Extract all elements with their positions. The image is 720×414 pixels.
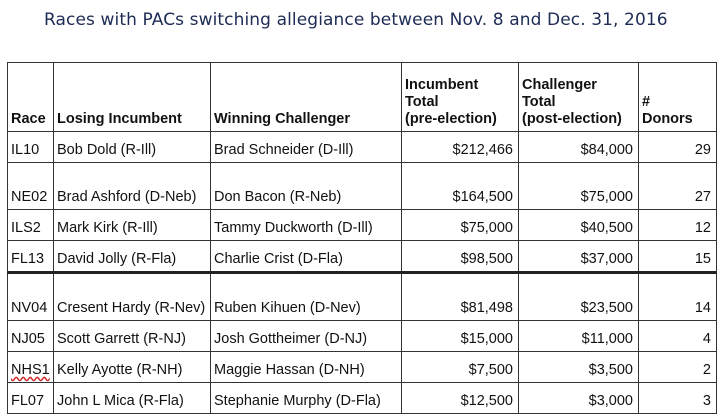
header-incumbent-line-3: (pre-election) [405, 111, 497, 127]
cell-losing-incumbent: Scott Garrett (R-NJ) [54, 321, 211, 352]
header-challenger-total [519, 63, 639, 132]
cell-losing-incumbent: Kelly Ayotte (R-NH) [54, 352, 211, 383]
table-row [8, 241, 717, 273]
cell-losing-incumbent: Bob Dold (R-Ill) [54, 132, 211, 163]
table-row [8, 321, 717, 352]
cell-winning-challenger: Josh Gottheimer (D-NJ) [211, 321, 402, 352]
cell-challenger-total: $84,000 [519, 132, 639, 163]
cell-challenger-total: $11,000 [519, 321, 639, 352]
cell-losing-incumbent: Cresent Hardy (R-Nev) [54, 273, 211, 321]
cell-race: IL10 [8, 132, 54, 163]
cell-donors: 3 [639, 383, 717, 414]
races-table [7, 62, 717, 414]
header-donors [639, 63, 717, 132]
cell-race [8, 352, 54, 383]
cell-incumbent-total: $7,500 [402, 352, 519, 383]
cell-challenger-total: $23,500 [519, 273, 639, 321]
cell-winning-challenger: Brad Schneider (D-Ill) [211, 132, 402, 163]
header-donors-line-1: # [642, 94, 651, 110]
cell-challenger-total: $3,500 [519, 352, 639, 383]
cell-losing-incumbent: David Jolly (R-Fla) [54, 241, 211, 273]
cell-losing-incumbent: John L Mica (R-Fla) [54, 383, 211, 414]
table-row [8, 352, 717, 383]
table-row [8, 273, 717, 321]
table-row [8, 383, 717, 414]
table-row [8, 210, 717, 241]
cell-challenger-total: $40,500 [519, 210, 639, 241]
cell-challenger-total: $75,000 [519, 163, 639, 210]
cell-race: NV04 [8, 273, 54, 321]
cell-donors: 12 [639, 210, 717, 241]
cell-incumbent-total: $75,000 [402, 210, 519, 241]
cell-race: NJ05 [8, 321, 54, 352]
page-title: Races with PACs switching allegiance between Nov. 8 and Dec. 31, 2016 [44, 10, 668, 30]
cell-donors: 15 [639, 241, 717, 273]
header-donors-line-2: Donors [642, 111, 693, 127]
cell-donors: 14 [639, 273, 717, 321]
header-losing-incumbent: Losing Incumbent [54, 63, 211, 132]
header-incumbent-line-2: Total [405, 94, 439, 110]
cell-losing-incumbent: Mark Kirk (R-Ill) [54, 210, 211, 241]
header-race: Race [8, 63, 54, 132]
cell-race: ILS2 [8, 210, 54, 241]
table-header-row [8, 63, 717, 132]
header-winning-challenger: Winning Challenger [211, 63, 402, 132]
spellcheck-flagged-text: NHS1 [11, 362, 50, 378]
cell-winning-challenger: Ruben Kihuen (D-Nev) [211, 273, 402, 321]
cell-race: FL13 [8, 241, 54, 273]
table-row [8, 163, 717, 210]
cell-winning-challenger: Tammy Duckworth (D-Ill) [211, 210, 402, 241]
cell-incumbent-total: $164,500 [402, 163, 519, 210]
cell-losing-incumbent: Brad Ashford (D-Neb) [54, 163, 211, 210]
header-challenger-line-3: (post-election) [522, 111, 622, 127]
header-challenger-line-2: Total [522, 94, 556, 110]
cell-race: FL07 [8, 383, 54, 414]
cell-race: NE02 [8, 163, 54, 210]
cell-incumbent-total: $212,466 [402, 132, 519, 163]
cell-incumbent-total: $12,500 [402, 383, 519, 414]
cell-challenger-total: $37,000 [519, 241, 639, 273]
cell-challenger-total: $3,000 [519, 383, 639, 414]
header-challenger-line-1: Challenger [522, 77, 597, 93]
header-incumbent-line-1: Incumbent [405, 77, 479, 93]
cell-incumbent-total: $15,000 [402, 321, 519, 352]
cell-donors: 27 [639, 163, 717, 210]
cell-donors: 2 [639, 352, 717, 383]
header-incumbent-total [402, 63, 519, 132]
cell-winning-challenger: Don Bacon (R-Neb) [211, 163, 402, 210]
cell-incumbent-total: $98,500 [402, 241, 519, 273]
cell-winning-challenger: Maggie Hassan (D-NH) [211, 352, 402, 383]
cell-winning-challenger: Stephanie Murphy (D-Fla) [211, 383, 402, 414]
cell-donors: 29 [639, 132, 717, 163]
cell-donors: 4 [639, 321, 717, 352]
cell-incumbent-total: $81,498 [402, 273, 519, 321]
table-row [8, 132, 717, 163]
cell-winning-challenger: Charlie Crist (D-Fla) [211, 241, 402, 273]
